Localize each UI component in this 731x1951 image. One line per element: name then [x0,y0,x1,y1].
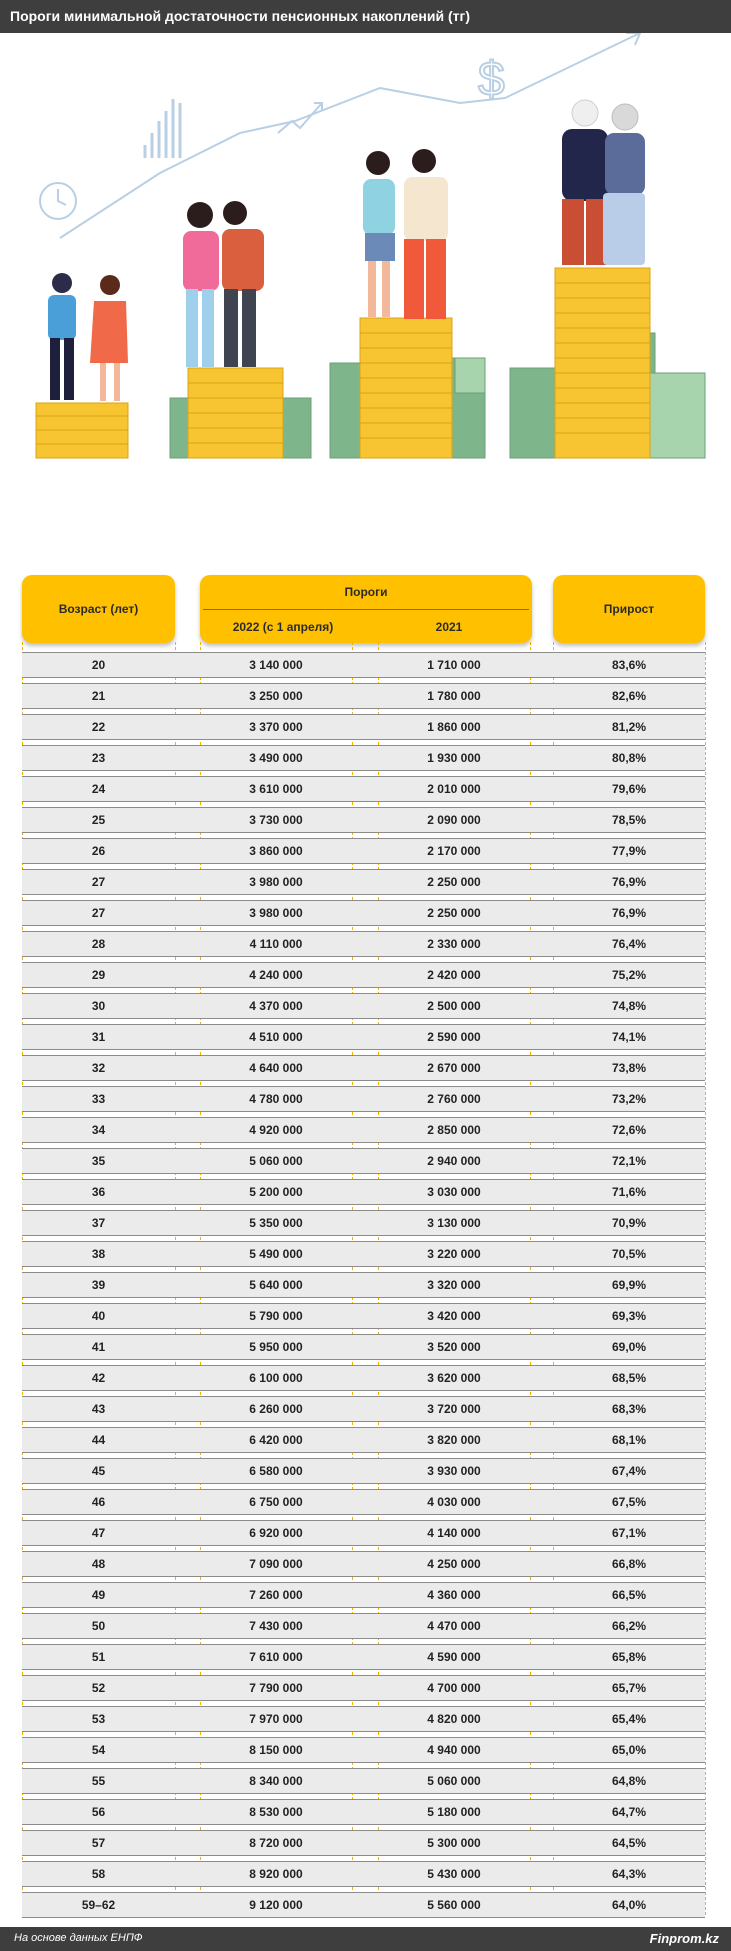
threshold-2021-cell: 1 930 000 [427,751,481,765]
growth-cell: 73,2% [611,1092,647,1106]
threshold-2022-cell: 5 790 000 [249,1309,303,1323]
table-row [22,1425,705,1455]
footer-bar [0,1927,731,1951]
coin-stack-4 [555,268,650,458]
header-divider [203,609,529,610]
age-cell: 59–62 [81,1898,116,1912]
threshold-2022-cell: 5 060 000 [249,1154,303,1168]
table-row [22,805,705,835]
growth-cell: 70,9% [611,1216,647,1230]
threshold-2022-cell: 6 420 000 [249,1433,303,1447]
age-cell: 33 [91,1092,106,1106]
threshold-2022-cell: 8 720 000 [249,1836,303,1850]
threshold-2022-cell: 3 250 000 [249,689,303,703]
table-row [22,1487,705,1517]
table-row [22,991,705,1021]
growth-cell: 69,0% [611,1340,647,1354]
coin-stack-3 [360,318,452,458]
threshold-2021-cell: 3 520 000 [427,1340,481,1354]
threshold-2021-cell: 3 930 000 [427,1464,481,1478]
table-row [22,1859,705,1889]
growth-cell: 75,2% [611,968,647,982]
age-cell: 22 [91,720,106,734]
threshold-2022-cell: 7 790 000 [249,1681,303,1695]
dollar-icon: $ [478,53,505,106]
age-cell: 52 [91,1681,106,1695]
table-row [22,1177,705,1207]
growth-cell: 65,8% [611,1650,647,1664]
table-row [22,1735,705,1765]
threshold-2021-cell: 5 180 000 [427,1805,481,1819]
growth-cell: 64,8% [611,1774,647,1788]
age-cell: 25 [91,813,106,827]
threshold-table [22,650,705,1921]
threshold-2022-cell: 4 370 000 [249,999,303,1013]
threshold-2021-cell: 3 130 000 [427,1216,481,1230]
growth-cell: 74,8% [611,999,647,1013]
table-row [22,836,705,866]
table-row [22,650,705,680]
table-row [22,1797,705,1827]
age-cell: 32 [91,1061,106,1075]
table-row [22,712,705,742]
header-age [22,575,175,643]
growth-cell: 83,6% [611,658,647,672]
threshold-2022-cell: 6 580 000 [249,1464,303,1478]
age-cell: 53 [91,1712,106,1726]
threshold-2021-cell: 5 060 000 [427,1774,481,1788]
age-cell: 24 [91,782,106,796]
age-cell: 34 [91,1123,106,1137]
age-cell: 58 [91,1867,106,1881]
threshold-2022-cell: 7 260 000 [249,1588,303,1602]
age-cell: 56 [91,1805,106,1819]
table-row [22,1208,705,1238]
age-cell: 45 [91,1464,106,1478]
age-cell: 30 [91,999,106,1013]
growth-cell: 68,5% [611,1371,647,1385]
threshold-2021-cell: 4 140 000 [427,1526,481,1540]
age-cell: 49 [91,1588,106,1602]
trend-arrow-icon [60,33,640,238]
table-row [22,1518,705,1548]
threshold-2022-cell: 7 610 000 [249,1650,303,1664]
threshold-2021-cell: 2 250 000 [427,906,481,920]
threshold-2021-cell: 2 330 000 [427,937,481,951]
threshold-2022-cell: 6 260 000 [249,1402,303,1416]
threshold-2021-cell: 3 220 000 [427,1247,481,1261]
threshold-2022-cell: 7 430 000 [249,1619,303,1633]
age-cell: 23 [91,751,106,765]
age-cell: 26 [91,844,106,858]
threshold-2021-cell: 3 620 000 [427,1371,481,1385]
table-row [22,743,705,773]
table-row [22,960,705,990]
table-row [22,1022,705,1052]
table-row [22,1766,705,1796]
growth-cell: 81,2% [611,720,647,734]
growth-cell: 67,4% [611,1464,647,1478]
age-cell: 47 [91,1526,106,1540]
growth-cell: 66,8% [611,1557,647,1571]
threshold-2021-cell: 4 250 000 [427,1557,481,1571]
age-cell: 46 [91,1495,106,1509]
couple-elderly [562,100,645,265]
table-row [22,1146,705,1176]
table-row [22,1580,705,1610]
age-cell: 35 [91,1154,106,1168]
header-2022-label: 2022 (с 1 апреля) [232,620,334,634]
threshold-2021-cell: 2 090 000 [427,813,481,827]
age-cell: 36 [91,1185,106,1199]
growth-cell: 65,0% [611,1743,647,1757]
growth-cell: 67,1% [611,1526,647,1540]
threshold-2022-cell: 8 920 000 [249,1867,303,1881]
threshold-2021-cell: 2 590 000 [427,1030,481,1044]
threshold-2022-cell: 4 780 000 [249,1092,303,1106]
table-row [22,1642,705,1672]
growth-cell: 78,5% [611,813,647,827]
threshold-2022-cell: 3 140 000 [249,658,303,672]
table-row [22,1363,705,1393]
table-row [22,1084,705,1114]
age-cell: 28 [91,937,106,951]
age-cell: 55 [91,1774,106,1788]
table-row [22,867,705,897]
threshold-2021-cell: 5 300 000 [427,1836,481,1850]
threshold-2022-cell: 3 980 000 [249,906,303,920]
threshold-2021-cell: 4 590 000 [427,1650,481,1664]
table-row [22,1456,705,1486]
growth-chart-icon [145,99,180,158]
threshold-2021-cell: 1 780 000 [427,689,481,703]
source-note: На основе данных ЕНПФ [14,1932,143,1944]
threshold-2022-cell: 7 970 000 [249,1712,303,1726]
table-row [22,1549,705,1579]
age-cell: 42 [91,1371,106,1385]
illustration [0,33,731,573]
threshold-2022-cell: 4 920 000 [249,1123,303,1137]
threshold-2022-cell: 4 510 000 [249,1030,303,1044]
threshold-2022-cell: 4 640 000 [249,1061,303,1075]
table-row [22,1115,705,1145]
table-row [22,1890,705,1920]
threshold-2021-cell: 1 710 000 [427,658,481,672]
growth-cell: 64,5% [611,1836,647,1850]
growth-cell: 69,3% [611,1309,647,1323]
couple-middle [363,149,448,319]
threshold-2021-cell: 2 850 000 [427,1123,481,1137]
age-cell: 27 [91,906,106,920]
threshold-2021-cell: 2 420 000 [427,968,481,982]
growth-cell: 72,6% [611,1123,647,1137]
growth-cell: 65,4% [611,1712,647,1726]
growth-cell: 65,7% [611,1681,647,1695]
threshold-2021-cell: 1 860 000 [427,720,481,734]
header-age-label: Возраст (лет) [58,602,139,616]
age-cell: 51 [91,1650,106,1664]
threshold-2022-cell: 6 920 000 [249,1526,303,1540]
age-cell: 41 [91,1340,106,1354]
age-cell: 50 [91,1619,106,1633]
threshold-2021-cell: 3 030 000 [427,1185,481,1199]
column-guide [705,642,706,1915]
couple-adult [183,201,264,367]
threshold-2022-cell: 8 530 000 [249,1805,303,1819]
growth-cell: 66,5% [611,1588,647,1602]
growth-cell: 64,3% [611,1867,647,1881]
threshold-2021-cell: 2 940 000 [427,1154,481,1168]
threshold-2022-cell: 5 200 000 [249,1185,303,1199]
threshold-2021-cell: 4 030 000 [427,1495,481,1509]
threshold-2022-cell: 9 120 000 [249,1898,303,1912]
threshold-2022-cell: 6 750 000 [249,1495,303,1509]
age-cell: 37 [91,1216,106,1230]
threshold-2022-cell: 3 370 000 [249,720,303,734]
table-row [22,774,705,804]
growth-cell: 66,2% [611,1619,647,1633]
table-row [22,681,705,711]
growth-cell: 71,6% [611,1185,647,1199]
threshold-2022-cell: 3 490 000 [249,751,303,765]
threshold-2021-cell: 4 820 000 [427,1712,481,1726]
threshold-2022-cell: 5 350 000 [249,1216,303,1230]
age-cell: 57 [91,1836,106,1850]
growth-cell: 72,1% [611,1154,647,1168]
age-cell: 40 [91,1309,106,1323]
growth-cell: 80,8% [611,751,647,765]
brand-logo: Finprom.kz [649,1931,719,1946]
growth-cell: 76,4% [611,937,647,951]
threshold-2021-cell: 2 250 000 [427,875,481,889]
threshold-2022-cell: 3 730 000 [249,813,303,827]
header-growth-label: Прирост [603,602,655,616]
threshold-2022-cell: 4 240 000 [249,968,303,982]
table-row [22,1828,705,1858]
growth-cell: 74,1% [611,1030,647,1044]
age-cell: 31 [91,1030,106,1044]
growth-cell: 67,5% [611,1495,647,1509]
threshold-2022-cell: 5 490 000 [249,1247,303,1261]
header-2021-label: 2021 [435,620,463,634]
threshold-2022-cell: 6 100 000 [249,1371,303,1385]
table-row [22,1394,705,1424]
threshold-2022-cell: 8 150 000 [249,1743,303,1757]
threshold-2021-cell: 2 010 000 [427,782,481,796]
age-cell: 44 [91,1433,106,1447]
threshold-2022-cell: 5 950 000 [249,1340,303,1354]
header-growth [553,575,705,643]
age-cell: 38 [91,1247,106,1261]
threshold-2021-cell: 5 560 000 [427,1898,481,1912]
clock-icon [40,183,76,219]
growth-cell: 68,3% [611,1402,647,1416]
threshold-2022-cell: 3 860 000 [249,844,303,858]
table-row [22,1673,705,1703]
threshold-2021-cell: 3 820 000 [427,1433,481,1447]
growth-cell: 73,8% [611,1061,647,1075]
threshold-2021-cell: 3 320 000 [427,1278,481,1292]
threshold-2021-cell: 4 360 000 [427,1588,481,1602]
threshold-2021-cell: 5 430 000 [427,1867,481,1881]
threshold-2021-cell: 4 470 000 [427,1619,481,1633]
table-row [22,1053,705,1083]
growth-cell: 64,0% [611,1898,647,1912]
table-row [22,1332,705,1362]
threshold-2021-cell: 3 420 000 [427,1309,481,1323]
threshold-2022-cell: 5 640 000 [249,1278,303,1292]
age-cell: 43 [91,1402,106,1416]
growth-cell: 77,9% [611,844,647,858]
threshold-2022-cell: 3 610 000 [249,782,303,796]
table-row [22,1611,705,1641]
growth-cell: 79,6% [611,782,647,796]
table-row [22,1704,705,1734]
table-row [22,1239,705,1269]
age-cell: 27 [91,875,106,889]
age-cell: 20 [91,658,106,672]
page-title: Пороги минимальной достаточности пенсионных накоплений (тг) [10,8,471,24]
table-row [22,1301,705,1331]
growth-cell: 82,6% [611,689,647,703]
growth-cell: 64,7% [611,1805,647,1819]
growth-cell: 69,9% [611,1278,647,1292]
table-row [22,898,705,928]
age-cell: 54 [91,1743,106,1757]
table-row [22,1270,705,1300]
table-row [22,929,705,959]
threshold-2021-cell: 2 170 000 [427,844,481,858]
threshold-2022-cell: 8 340 000 [249,1774,303,1788]
growth-cell: 76,9% [611,906,647,920]
threshold-2022-cell: 4 110 000 [249,937,303,951]
threshold-2022-cell: 3 980 000 [249,875,303,889]
threshold-2021-cell: 3 720 000 [427,1402,481,1416]
threshold-2021-cell: 2 500 000 [427,999,481,1013]
title-bar [0,0,731,33]
age-cell: 21 [91,689,106,703]
growth-cell: 70,5% [611,1247,647,1261]
age-cell: 48 [91,1557,106,1571]
growth-cell: 68,1% [611,1433,647,1447]
header-thresholds-label: Пороги [344,585,388,599]
couple-young [48,273,128,401]
threshold-2022-cell: 7 090 000 [249,1557,303,1571]
threshold-2021-cell: 4 940 000 [427,1743,481,1757]
age-cell: 29 [91,968,106,982]
age-cell: 39 [91,1278,106,1292]
threshold-2021-cell: 4 700 000 [427,1681,481,1695]
growth-cell: 76,9% [611,875,647,889]
threshold-2021-cell: 2 670 000 [427,1061,481,1075]
threshold-2021-cell: 2 760 000 [427,1092,481,1106]
